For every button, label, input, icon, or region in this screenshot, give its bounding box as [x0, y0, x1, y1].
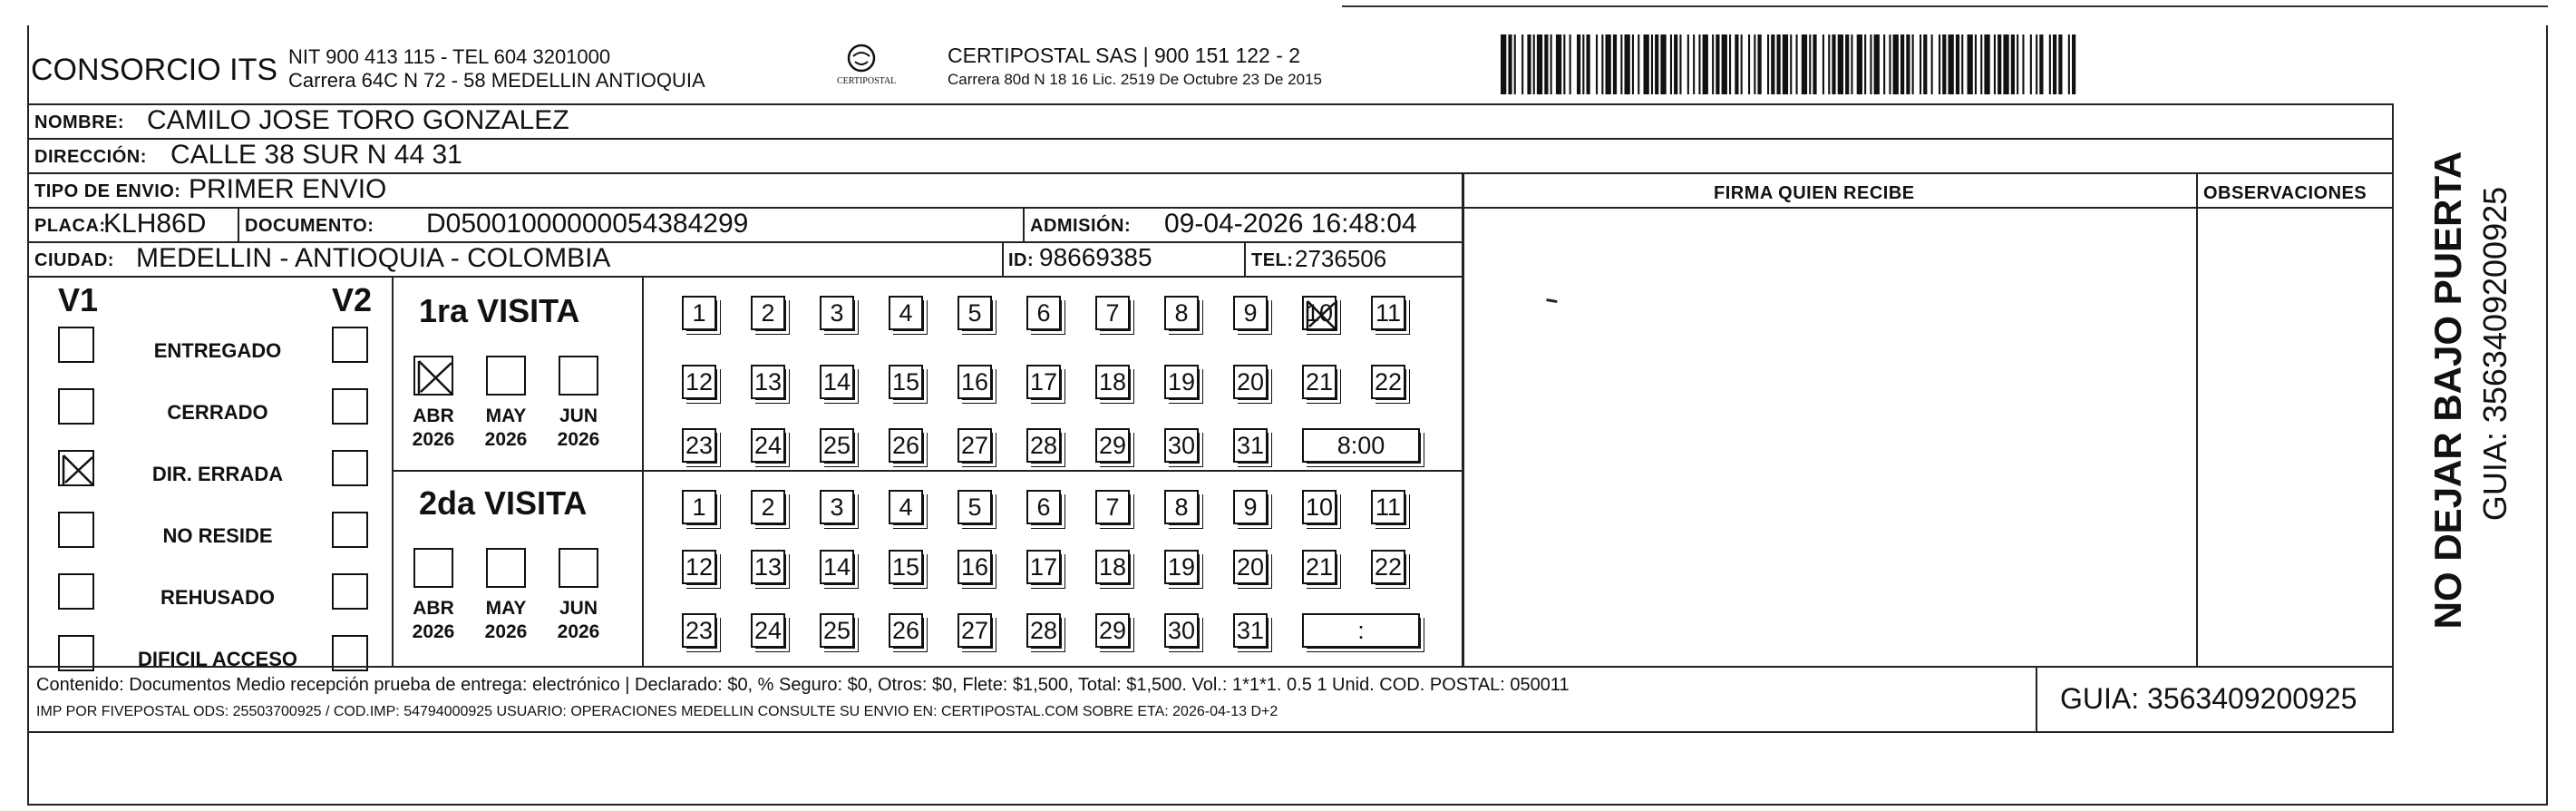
barcode-bar: [1851, 34, 1852, 94]
tipo-label: TIPO DE ENVIO:: [34, 181, 181, 201]
barcode-bar: [1606, 34, 1611, 94]
barcode-bar: [1670, 34, 1672, 94]
barcode-bar: [1716, 34, 1719, 94]
barcode-bar: [2017, 34, 2018, 94]
month-checkbox[interactable]: [559, 548, 598, 588]
barcode-bar: [1912, 34, 1914, 94]
barcode-bar: [1823, 34, 1824, 94]
day-box[interactable]: 3: [820, 490, 854, 524]
day-box[interactable]: 16: [957, 365, 992, 399]
nombre-label: NOMBRE:: [34, 112, 125, 132]
first-visit-title: 1ra VISITA: [419, 292, 580, 329]
day-box[interactable]: 13: [751, 365, 785, 399]
month-name: ABR: [413, 406, 454, 426]
barcode-bar: [1508, 34, 1512, 94]
barcode-bar: [1660, 34, 1666, 94]
status-label: DIFICIL ACCESO: [137, 648, 297, 670]
barcode-bar: [1984, 34, 1989, 94]
barcode-bar: [1754, 34, 1755, 94]
day-box[interactable]: 27: [957, 613, 992, 648]
day-box[interactable]: 4: [889, 296, 923, 330]
barcode-bar: [1790, 34, 1792, 94]
footer-divider: [2036, 666, 2037, 733]
day-box[interactable]: 7: [1095, 490, 1130, 524]
barcode-bar: [1883, 34, 1885, 94]
barcode-bar: [1563, 34, 1565, 94]
day-box[interactable]: 2: [751, 490, 785, 524]
month-name: ABR: [413, 598, 454, 619]
v2-checkbox[interactable]: [332, 450, 368, 486]
day-box[interactable]: 5: [957, 490, 992, 524]
barcode-bar: [1620, 34, 1622, 94]
day-box[interactable]: 30: [1164, 428, 1199, 463]
day-box[interactable]: 25: [820, 613, 854, 648]
day-box[interactable]: 13: [751, 550, 785, 584]
month-label: [401, 405, 466, 452]
placa-value: KLH86D: [103, 209, 207, 239]
barcode-bar: [1771, 34, 1774, 94]
barcode-bar: [1923, 34, 1927, 94]
day-box[interactable]: 21: [1302, 365, 1337, 399]
barcode-bar: [1712, 34, 1714, 94]
barcode-bar: [1828, 34, 1830, 94]
day-box[interactable]: 5: [957, 296, 992, 330]
status-label: DIR. ERRADA: [151, 463, 284, 485]
barcode-bar: [1587, 34, 1590, 94]
second-visit-title: 2da VISITA: [419, 484, 588, 522]
firma-header-line: [1462, 207, 2198, 209]
month-checkbox[interactable]: [413, 356, 453, 396]
barcode-bar: [1625, 34, 1630, 94]
barcode-bar: [1809, 34, 1811, 94]
barcode-bar: [1956, 34, 1959, 94]
barcode-bar: [2022, 34, 2024, 94]
admision-value: 09-04-2026 16:48:04: [1164, 209, 1417, 239]
month-label: [546, 597, 611, 644]
barcode-bar: [1767, 34, 1769, 94]
barcode-bar: [1813, 34, 1816, 94]
month-name: MAY: [485, 406, 527, 426]
barcode-bar: [1961, 34, 1963, 94]
observaciones-header-line: [2196, 207, 2394, 209]
day-box[interactable]: 29: [1095, 613, 1130, 648]
month-year: 2026: [484, 621, 528, 642]
barcode-bar: [1857, 34, 1862, 94]
v1-checkbox[interactable]: [58, 388, 94, 425]
day-box[interactable]: 12: [682, 365, 716, 399]
footer-line-1: Contenido: Documentos Medio recepción prueba de entrega: electrónico | Declarado: $0, % Seguro: $0, Otros: $0, Flete: $1,500, Total: $1,500. Vol.: 1*1*1. 0.5 1 Unid. COD. POSTAL: 050011: [36, 675, 1570, 695]
day-box[interactable]: 26: [889, 613, 923, 648]
v1-checkbox[interactable]: [58, 512, 94, 548]
v2-checkbox[interactable]: [332, 573, 368, 610]
day-box[interactable]: 29: [1095, 428, 1130, 463]
barcode-bar: [1556, 34, 1561, 94]
day-box[interactable]: 16: [957, 550, 992, 584]
barcode-bar: [1537, 34, 1542, 94]
ciudad-value: MEDELLIN - ANTIOQUIA - COLOMBIA: [136, 243, 611, 273]
barcode-bar: [1544, 34, 1548, 94]
barcode-bar: [1920, 34, 1921, 94]
divider-placa: [238, 207, 239, 243]
day-box[interactable]: 26: [889, 428, 923, 463]
side-guia: GUIA: 3563409200925: [2476, 186, 2513, 522]
barcode-bar: [1864, 34, 1866, 94]
day-box[interactable]: 19: [1164, 365, 1199, 399]
day-box[interactable]: 23: [682, 613, 716, 648]
month-label: [473, 405, 539, 452]
day-box[interactable]: 9: [1233, 490, 1268, 524]
barcode-bar: [1632, 34, 1634, 94]
carrier-address: Carrera 80d N 18 16 Lic. 2519 De Octubre 23 De 2015: [948, 71, 1322, 88]
month-checkbox[interactable]: [486, 356, 526, 396]
barcode-bar: [1939, 34, 1940, 94]
divider-id: [1002, 241, 1004, 278]
visit-divider: [392, 470, 1464, 472]
month-year: 2026: [412, 429, 455, 450]
barcode-bar: [1975, 34, 1977, 94]
day-box[interactable]: 28: [1026, 428, 1061, 463]
v2-checkbox[interactable]: [332, 512, 368, 548]
day-box[interactable]: 6: [1026, 296, 1061, 330]
documento-value: D05001000000054384299: [426, 209, 749, 239]
barcode-bar: [1968, 34, 1973, 94]
divider-tel: [1244, 241, 1246, 278]
month-name: JUN: [559, 406, 598, 426]
day-box[interactable]: 23: [682, 428, 716, 463]
day-box[interactable]: 27: [957, 428, 992, 463]
status-label: ENTREGADO: [153, 339, 282, 362]
day-box[interactable]: 22: [1371, 550, 1405, 584]
barcode-bar: [1655, 34, 1658, 94]
v1-checkbox[interactable]: [58, 450, 94, 486]
status-label: REHUSADO: [160, 586, 275, 609]
month-checkbox[interactable]: [413, 548, 453, 588]
barcode-bar: [1703, 34, 1708, 94]
day-box[interactable]: 24: [751, 613, 785, 648]
day-box[interactable]: 10: [1302, 490, 1337, 524]
documento-label: DOCUMENTO:: [245, 216, 374, 236]
month-checkbox[interactable]: [486, 548, 526, 588]
barcode-bar: [2011, 34, 2015, 94]
placa-label: PLACA:: [34, 216, 106, 236]
barcode-bar: [1577, 34, 1580, 94]
day-box[interactable]: 8: [1164, 490, 1199, 524]
day-box[interactable]: 10: [1302, 296, 1337, 330]
tipo-value: PRIMER ENVIO: [189, 174, 387, 204]
barcode-bar: [1931, 34, 1933, 94]
barcode-bar: [1838, 34, 1843, 94]
barcode-bar: [1994, 34, 1996, 94]
status-label: NO RESIDE: [162, 524, 273, 547]
day-box[interactable]: 17: [1026, 550, 1061, 584]
time-box[interactable]: 8:00: [1302, 428, 1420, 463]
tel-value: 2736506: [1295, 245, 1387, 272]
barcode-bar: [1582, 34, 1584, 94]
barcode-bar: [1796, 34, 1798, 94]
firma-column: [1462, 172, 2198, 668]
barcode-bar: [1900, 34, 1904, 94]
side-warning: NO DEJAR BAJO PUERTA: [2426, 151, 2469, 630]
day-box[interactable]: 31: [1233, 428, 1268, 463]
barcode-bar: [1550, 34, 1552, 94]
barcode-bar: [1570, 34, 1571, 94]
barcode-bar: [1533, 34, 1535, 94]
barcode-bar: [1722, 34, 1727, 94]
cross-mark-icon: [60, 452, 96, 488]
top-edge-line: [1342, 5, 2548, 7]
barcode-bar: [1748, 34, 1750, 94]
barcode-bar: [1777, 34, 1781, 94]
logo-text: CERTIPOSTAL: [837, 76, 897, 86]
time-box[interactable]: :: [1302, 613, 1420, 648]
barcode-bar: [1613, 34, 1617, 94]
company-nit: NIT 900 413 115 - TEL 604 3201000: [288, 45, 611, 68]
day-box[interactable]: 21: [1302, 550, 1337, 584]
company-name: CONSORCIO ITS: [31, 53, 278, 87]
day-box[interactable]: 7: [1095, 296, 1130, 330]
month-checkbox[interactable]: [559, 356, 598, 396]
day-box[interactable]: 20: [1233, 365, 1268, 399]
certipostal-logo: [821, 40, 902, 94]
month-label: [473, 597, 539, 644]
admision-label: ADMISIÓN:: [1030, 216, 1132, 236]
barcode-bar: [1527, 34, 1531, 94]
day-box[interactable]: 4: [889, 490, 923, 524]
barcode-bar: [2053, 34, 2056, 94]
day-box[interactable]: 24: [751, 428, 785, 463]
day-box[interactable]: 20: [1233, 550, 1268, 584]
barcode-bar: [2072, 34, 2075, 94]
month-year: 2026: [557, 621, 600, 642]
observaciones-header: OBSERVACIONES: [2203, 183, 2367, 203]
status-label: CERRADO: [167, 401, 268, 424]
direccion-label: DIRECCIÓN:: [34, 147, 147, 167]
barcode-bar: [1980, 34, 1982, 94]
barcode-bar: [2030, 34, 2032, 94]
day-box[interactable]: 8: [1164, 296, 1199, 330]
v2-checkbox[interactable]: [332, 327, 368, 363]
ciudad-label: CIUDAD:: [34, 250, 114, 270]
barcode-bar: [1601, 34, 1603, 94]
barcode-bar: [1741, 34, 1743, 94]
barcode-bar: [1870, 34, 1871, 94]
barcode-bar: [1942, 34, 1946, 94]
day-box[interactable]: 22: [1371, 365, 1405, 399]
barcode-bar: [1998, 34, 2001, 94]
barcode-bar: [1758, 34, 1762, 94]
barcode-bar: [1845, 34, 1849, 94]
day-box[interactable]: 12: [682, 550, 716, 584]
barcode-bar: [1501, 34, 1506, 94]
barcode-bar: [1698, 34, 1700, 94]
cross-mark-icon: [415, 357, 455, 397]
id-label: ID:: [1008, 250, 1035, 270]
day-box[interactable]: 3: [820, 296, 854, 330]
barcode-bar: [1679, 34, 1681, 94]
status-divider: [392, 276, 394, 668]
company-address: Carrera 64C N 72 - 58 MEDELLIN ANTIOQUIA: [288, 69, 705, 92]
barcode-bar: [1521, 34, 1523, 94]
month-year: 2026: [412, 621, 455, 642]
day-box[interactable]: 9: [1233, 296, 1268, 330]
month-year: 2026: [557, 429, 600, 450]
barcode-bar: [2068, 34, 2070, 94]
day-box[interactable]: 28: [1026, 613, 1061, 648]
barcode-bar: [2049, 34, 2051, 94]
firma-header: FIRMA QUIEN RECIBE: [1714, 183, 1915, 203]
day-box[interactable]: 1: [682, 296, 716, 330]
direccion-value: CALLE 38 SUR N 44 31: [170, 140, 462, 170]
observaciones-column: [2196, 172, 2394, 668]
day-box[interactable]: 25: [820, 428, 854, 463]
v1-label: V1: [58, 281, 99, 318]
divider-admision: [1023, 207, 1025, 243]
barcode-bar: [2039, 34, 2043, 94]
barcode: [1501, 34, 2217, 96]
barcode-bar: [2036, 34, 2037, 94]
barcode-bar: [2003, 34, 2008, 94]
nombre-value: CAMILO JOSE TORO GONZALEZ: [147, 105, 569, 135]
barcode-bar: [1874, 34, 1880, 94]
barcode-bar: [1832, 34, 1835, 94]
month-name: MAY: [485, 598, 527, 619]
footer-guia: GUIA: 3563409200925: [2060, 682, 2357, 715]
cross-mark-icon: [1304, 298, 1338, 332]
day-box[interactable]: 14: [820, 365, 854, 399]
barcode-bar: [1693, 34, 1695, 94]
barcode-bar: [1687, 34, 1689, 94]
day-box[interactable]: 2: [751, 296, 785, 330]
barcode-bar: [1514, 34, 1516, 94]
day-box[interactable]: 30: [1164, 613, 1199, 648]
v1-checkbox[interactable]: [58, 327, 94, 363]
tel-label: TEL:: [1251, 250, 1294, 270]
day-box[interactable]: 15: [889, 550, 923, 584]
day-box[interactable]: 11: [1371, 296, 1405, 330]
barcode-bar: [1674, 34, 1677, 94]
barcode-bar: [1783, 34, 1788, 94]
barcode-bar: [2058, 34, 2062, 94]
barcode-bar: [1906, 34, 1910, 94]
barcode-bar: [1893, 34, 1899, 94]
v1-checkbox[interactable]: [58, 573, 94, 610]
footer-line-2: IMP POR FIVEPOSTAL ODS: 25503700925 / COD.IMP: 54794000925 USUARIO: OPERACIONES MEDELLIN CONSULTE SU ENVIO EN: CERTIPOSTAL.COM SOBRE ETA: 2026-04-13 D+2: [36, 704, 1278, 719]
month-label: [546, 405, 611, 452]
day-box[interactable]: 18: [1095, 550, 1130, 584]
barcode-bar: [1638, 34, 1639, 94]
id-value: 98669385: [1039, 243, 1152, 271]
barcode-bar: [1651, 34, 1653, 94]
v2-label: V2: [332, 281, 373, 318]
day-box[interactable]: 18: [1095, 365, 1130, 399]
calendar-divider: [642, 276, 644, 668]
barcode-bar: [1596, 34, 1598, 94]
day-box[interactable]: 15: [889, 365, 923, 399]
barcode-bar: [1735, 34, 1738, 94]
barcode-bar: [1729, 34, 1731, 94]
barcode-bar: [1889, 34, 1891, 94]
barcode-bar: [1802, 34, 1807, 94]
day-box[interactable]: 1: [682, 490, 716, 524]
day-box[interactable]: 6: [1026, 490, 1061, 524]
v2-checkbox[interactable]: [332, 388, 368, 425]
day-box[interactable]: 19: [1164, 550, 1199, 584]
carrier-name: CERTIPOSTAL SAS | 900 151 122 - 2: [948, 44, 1301, 67]
day-box[interactable]: 11: [1371, 490, 1405, 524]
month-label: [401, 597, 466, 644]
day-box[interactable]: 14: [820, 550, 854, 584]
barcode-bar: [1949, 34, 1954, 94]
month-year: 2026: [484, 429, 528, 450]
month-name: JUN: [559, 598, 598, 619]
day-box[interactable]: 31: [1233, 613, 1268, 648]
day-box[interactable]: 17: [1026, 365, 1061, 399]
barcode-bar: [1644, 34, 1649, 94]
